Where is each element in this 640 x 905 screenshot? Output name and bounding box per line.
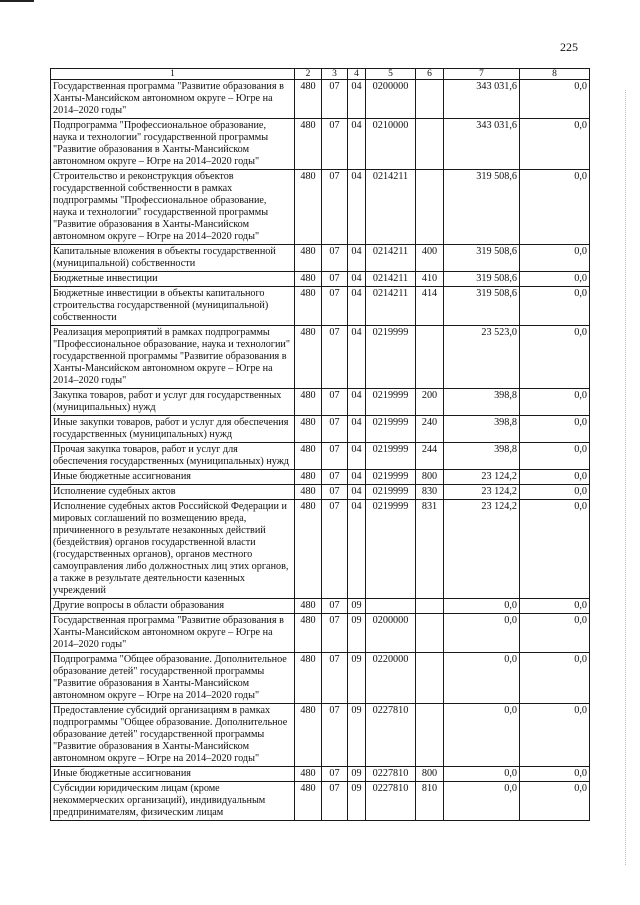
amount-second-cell: 0,0 (520, 416, 590, 443)
amount-second-cell: 0,0 (520, 326, 590, 389)
amount-second-cell: 0,0 (520, 245, 590, 272)
row-name-cell: Иные закупки товаров, работ и услуг для обеспечения государственных (муниципальных) нужд (51, 416, 295, 443)
target-article-cell: 0200000 (366, 614, 416, 653)
admin-code-cell: 480 (295, 653, 322, 704)
expense-type-cell: 244 (416, 443, 444, 470)
row-name-cell: Строительство и реконструкция объектов государственной собственности в рамках подпрограммы "Профессиональное образование, наука и технологии" государственной программы "Развитие образования в Ханты-Мансийском автономном округе – Югре на 2014–2020 годы" (51, 170, 295, 245)
row-name-cell: Исполнение судебных актов (51, 485, 295, 500)
expense-type-cell (416, 653, 444, 704)
admin-code-cell: 480 (295, 704, 322, 767)
table-row (51, 782, 590, 821)
amount-cell: 23 124,2 (444, 470, 520, 485)
row-name-cell: Исполнение судебных актов Российской Федерации и мировых соглашений по возмещению вреда, причиненного в результате незаконных действий (бездействия) органов государственной власти (государственных органов), органов местного самоуправления либо должностных лиц этих органов, а также в результате деятельности казенных учреждений (51, 500, 295, 599)
admin-code-cell: 480 (295, 500, 322, 599)
target-article-cell: 0219999 (366, 470, 416, 485)
admin-code-cell: 480 (295, 599, 322, 614)
target-article-cell: 0210000 (366, 119, 416, 170)
section-code-cell: 07 (322, 416, 348, 443)
section-code-cell: 07 (322, 272, 348, 287)
section-code-cell: 07 (322, 470, 348, 485)
row-name-cell: Реализация мероприятий в рамках подпрограммы "Профессиональное образование, наука и технологии" государственной программы "Развитие образования в Ханты-Мансийском автономном округе – Югре на 2014–2020 годы" (51, 326, 295, 389)
header-cell: 6 (416, 69, 444, 80)
section-code-cell: 07 (322, 704, 348, 767)
table-row (51, 443, 590, 470)
amount-second-cell: 0,0 (520, 485, 590, 500)
expense-type-cell (416, 614, 444, 653)
subsection-code-cell: 09 (348, 653, 366, 704)
admin-code-cell: 480 (295, 767, 322, 782)
row-name-cell: Бюджетные инвестиции в объекты капитального строительства государственной (муниципальной) собственности (51, 287, 295, 326)
subsection-code-cell: 09 (348, 704, 366, 767)
row-name-cell: Государственная программа "Развитие образования в Ханты-Мансийском автономном округе – Югре на 2014–2020 годы" (51, 614, 295, 653)
admin-code-cell: 480 (295, 119, 322, 170)
subsection-code-cell: 04 (348, 287, 366, 326)
amount-second-cell: 0,0 (520, 767, 590, 782)
header-cell: 7 (444, 69, 520, 80)
amount-cell: 319 508,6 (444, 170, 520, 245)
amount-cell: 23 124,2 (444, 485, 520, 500)
budget-table (50, 68, 590, 821)
section-code-cell: 07 (322, 443, 348, 470)
expense-type-cell: 830 (416, 485, 444, 500)
target-article-cell: 0227810 (366, 767, 416, 782)
section-code-cell: 07 (322, 767, 348, 782)
amount-cell: 0,0 (444, 767, 520, 782)
subsection-code-cell: 04 (348, 485, 366, 500)
admin-code-cell: 480 (295, 389, 322, 416)
section-code-cell: 07 (322, 170, 348, 245)
expense-type-cell: 810 (416, 782, 444, 821)
section-code-cell: 07 (322, 782, 348, 821)
section-code-cell: 07 (322, 485, 348, 500)
row-name-cell: Иные бюджетные ассигнования (51, 767, 295, 782)
table-row (51, 599, 590, 614)
amount-cell: 0,0 (444, 653, 520, 704)
expense-type-cell (416, 599, 444, 614)
amount-cell: 319 508,6 (444, 272, 520, 287)
expense-type-cell: 800 (416, 470, 444, 485)
admin-code-cell: 480 (295, 485, 322, 500)
header-cell: 8 (520, 69, 590, 80)
subsection-code-cell: 04 (348, 470, 366, 485)
subsection-code-cell: 04 (348, 326, 366, 389)
amount-cell: 0,0 (444, 614, 520, 653)
admin-code-cell: 480 (295, 443, 322, 470)
admin-code-cell: 480 (295, 782, 322, 821)
section-code-cell: 07 (322, 245, 348, 272)
table-row (51, 170, 590, 245)
section-code-cell: 07 (322, 389, 348, 416)
target-article-cell: 0219999 (366, 443, 416, 470)
amount-second-cell: 0,0 (520, 470, 590, 485)
expense-type-cell: 414 (416, 287, 444, 326)
subsection-code-cell: 04 (348, 500, 366, 599)
table-row (51, 614, 590, 653)
subsection-code-cell: 04 (348, 80, 366, 119)
subsection-code-cell: 04 (348, 416, 366, 443)
amount-cell: 398,8 (444, 416, 520, 443)
target-article-cell (366, 599, 416, 614)
subsection-code-cell: 04 (348, 119, 366, 170)
subsection-code-cell: 04 (348, 272, 366, 287)
table-row (51, 653, 590, 704)
amount-second-cell: 0,0 (520, 614, 590, 653)
scan-edge-mark (0, 0, 34, 2)
amount-cell: 319 508,6 (444, 287, 520, 326)
target-article-cell: 0219999 (366, 500, 416, 599)
row-name-cell: Другие вопросы в области образования (51, 599, 295, 614)
table-row (51, 470, 590, 485)
expense-type-cell (416, 80, 444, 119)
amount-second-cell: 0,0 (520, 782, 590, 821)
target-article-cell: 0220000 (366, 653, 416, 704)
amount-second-cell: 0,0 (520, 500, 590, 599)
admin-code-cell: 480 (295, 416, 322, 443)
admin-code-cell: 480 (295, 326, 322, 389)
expense-type-cell (416, 170, 444, 245)
row-name-cell: Субсидии юридическим лицам (кроме некоммерческих организаций), индивидуальным предпринимателям, физическим лицам (51, 782, 295, 821)
target-article-cell: 0219999 (366, 416, 416, 443)
scan-edge-dots (624, 90, 626, 865)
header-cell: 2 (295, 69, 322, 80)
amount-second-cell: 0,0 (520, 287, 590, 326)
row-name-cell: Государственная программа "Развитие образования в Ханты-Мансийском автономном округе – Югре на 2014–2020 годы" (51, 80, 295, 119)
expense-type-cell: 200 (416, 389, 444, 416)
admin-code-cell: 480 (295, 470, 322, 485)
target-article-cell: 0214211 (366, 287, 416, 326)
subsection-code-cell: 04 (348, 389, 366, 416)
table-row (51, 416, 590, 443)
subsection-code-cell: 09 (348, 599, 366, 614)
header-row (51, 69, 590, 80)
section-code-cell: 07 (322, 653, 348, 704)
subsection-code-cell: 09 (348, 782, 366, 821)
admin-code-cell: 480 (295, 272, 322, 287)
row-name-cell: Прочая закупка товаров, работ и услуг для обеспечения государственных (муниципальных) нужд (51, 443, 295, 470)
amount-second-cell: 0,0 (520, 272, 590, 287)
table-row (51, 326, 590, 389)
amount-second-cell: 0,0 (520, 119, 590, 170)
expense-type-cell (416, 119, 444, 170)
row-name-cell: Бюджетные инвестиции (51, 272, 295, 287)
row-name-cell: Подпрограмма "Профессиональное образование, наука и технологии" государственной программы "Развитие образования в Ханты-Мансийском автономном округе – Югре на 2014–2020 годы" (51, 119, 295, 170)
header-cell: 1 (51, 69, 295, 80)
table-row (51, 500, 590, 599)
header-cell: 4 (348, 69, 366, 80)
admin-code-cell: 480 (295, 245, 322, 272)
subsection-code-cell: 09 (348, 614, 366, 653)
expense-type-cell: 400 (416, 245, 444, 272)
table-row (51, 272, 590, 287)
amount-cell: 23 124,2 (444, 500, 520, 599)
target-article-cell: 0214211 (366, 245, 416, 272)
amount-cell: 343 031,6 (444, 80, 520, 119)
row-name-cell: Предоставление субсидий организациям в рамках подпрограммы "Общее образование. Дополнительное образование детей" государственной программы "Развитие образования в Ханты-Мансийском автономном округе – Югре на 2014–2020 годы" (51, 704, 295, 767)
amount-cell: 398,8 (444, 389, 520, 416)
table-row (51, 704, 590, 767)
amount-second-cell: 0,0 (520, 599, 590, 614)
row-name-cell: Подпрограмма "Общее образование. Дополнительное образование детей" государственной программы "Развитие образования в Ханты-Мансийском автономном округе – Югре на 2014–2020 годы" (51, 653, 295, 704)
table-row (51, 80, 590, 119)
amount-second-cell: 0,0 (520, 653, 590, 704)
amount-cell: 23 523,0 (444, 326, 520, 389)
amount-cell: 0,0 (444, 704, 520, 767)
target-article-cell: 0219999 (366, 485, 416, 500)
section-code-cell: 07 (322, 614, 348, 653)
amount-second-cell: 0,0 (520, 170, 590, 245)
header-cell: 3 (322, 69, 348, 80)
amount-cell: 0,0 (444, 782, 520, 821)
admin-code-cell: 480 (295, 287, 322, 326)
subsection-code-cell: 09 (348, 767, 366, 782)
target-article-cell: 0214211 (366, 272, 416, 287)
header-cell: 5 (366, 69, 416, 80)
table-row (51, 389, 590, 416)
row-name-cell: Иные бюджетные ассигнования (51, 470, 295, 485)
admin-code-cell: 480 (295, 614, 322, 653)
amount-cell: 0,0 (444, 599, 520, 614)
expense-type-cell: 800 (416, 767, 444, 782)
section-code-cell: 07 (322, 326, 348, 389)
expense-type-cell (416, 326, 444, 389)
section-code-cell: 07 (322, 119, 348, 170)
target-article-cell: 0227810 (366, 704, 416, 767)
section-code-cell: 07 (322, 80, 348, 119)
amount-second-cell: 0,0 (520, 443, 590, 470)
expense-type-cell: 410 (416, 272, 444, 287)
expense-type-cell: 831 (416, 500, 444, 599)
target-article-cell: 0227810 (366, 782, 416, 821)
amount-second-cell: 0,0 (520, 389, 590, 416)
table-row (51, 767, 590, 782)
table-row (51, 245, 590, 272)
amount-cell: 319 508,6 (444, 245, 520, 272)
section-code-cell: 07 (322, 287, 348, 326)
subsection-code-cell: 04 (348, 443, 366, 470)
target-article-cell: 0214211 (366, 170, 416, 245)
subsection-code-cell: 04 (348, 170, 366, 245)
admin-code-cell: 480 (295, 80, 322, 119)
table-row (51, 119, 590, 170)
section-code-cell: 07 (322, 500, 348, 599)
expense-type-cell (416, 704, 444, 767)
amount-cell: 398,8 (444, 443, 520, 470)
target-article-cell: 0219999 (366, 326, 416, 389)
admin-code-cell: 480 (295, 170, 322, 245)
page-number: 225 (560, 40, 578, 54)
table-row (51, 287, 590, 326)
amount-cell: 343 031,6 (444, 119, 520, 170)
expense-type-cell: 240 (416, 416, 444, 443)
amount-second-cell: 0,0 (520, 80, 590, 119)
target-article-cell: 0200000 (366, 80, 416, 119)
section-code-cell: 07 (322, 599, 348, 614)
table-row (51, 485, 590, 500)
row-name-cell: Закупка товаров, работ и услуг для государственных (муниципальных) нужд (51, 389, 295, 416)
amount-second-cell: 0,0 (520, 704, 590, 767)
row-name-cell: Капитальные вложения в объекты государственной (муниципальной) собственности (51, 245, 295, 272)
subsection-code-cell: 04 (348, 245, 366, 272)
target-article-cell: 0219999 (366, 389, 416, 416)
